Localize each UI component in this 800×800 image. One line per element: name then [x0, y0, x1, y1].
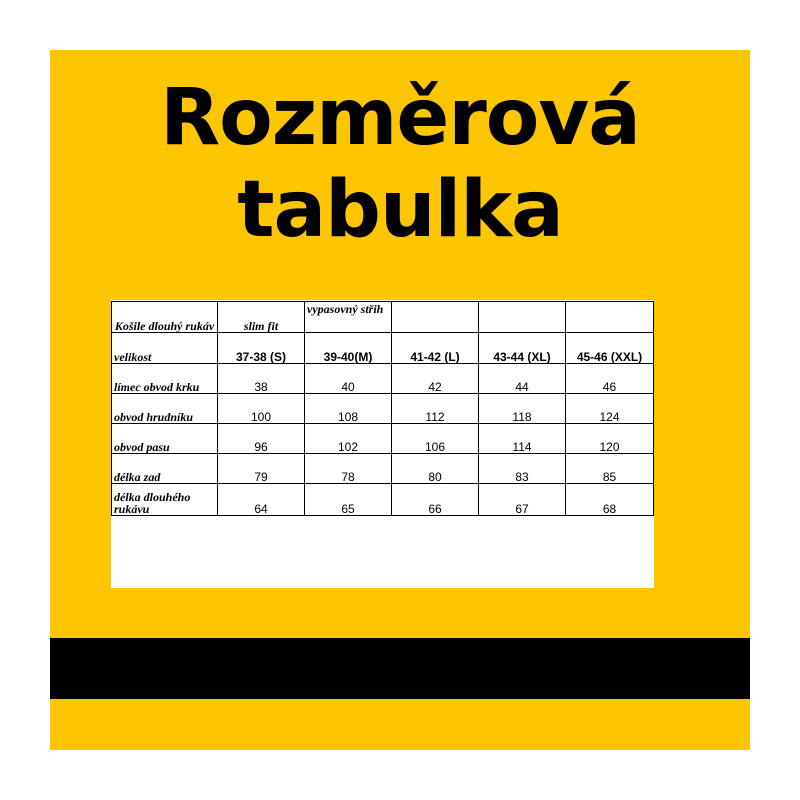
value-cell: 64: [218, 484, 305, 516]
value-cell: 66: [392, 484, 479, 516]
table-header-row: [112, 302, 654, 333]
row-label: límec obvod krku: [112, 364, 218, 394]
row-label: obvod pasu: [112, 424, 218, 454]
value-cell: 124: [566, 394, 654, 424]
value-cell: 67: [479, 484, 566, 516]
header-cell-empty: [392, 302, 479, 333]
table-row: [112, 394, 654, 424]
value-cell: 96: [218, 424, 305, 454]
size-cell: 37-38 (S): [218, 333, 305, 364]
value-cell: 114: [479, 424, 566, 454]
size-table: [111, 301, 654, 516]
row-label: délka zad: [112, 454, 218, 484]
black-band: [50, 638, 750, 699]
size-cell: 43-44 (XL): [479, 333, 566, 364]
value-cell: 68: [566, 484, 654, 516]
value-cell: 40: [305, 364, 392, 394]
value-cell: 120: [566, 424, 654, 454]
table-row-size: [112, 333, 654, 364]
value-cell: 112: [392, 394, 479, 424]
header-cell-empty: [479, 302, 566, 333]
title-line-2: tabulka: [237, 165, 563, 255]
size-cell: 39-40(M): [305, 333, 392, 364]
value-cell: 106: [392, 424, 479, 454]
value-cell: 42: [392, 364, 479, 394]
size-table-container: [111, 300, 654, 588]
value-cell: 108: [305, 394, 392, 424]
value-cell: 100: [218, 394, 305, 424]
value-cell: 80: [392, 454, 479, 484]
value-cell: 38: [218, 364, 305, 394]
table-row: [112, 484, 654, 516]
value-cell: 65: [305, 484, 392, 516]
value-cell: 102: [305, 424, 392, 454]
header-cell-empty: [566, 302, 654, 333]
header-cell-product: Košile dlouhý rukáv: [112, 302, 218, 333]
size-cell: 45-46 (XXL): [566, 333, 654, 364]
row-label: obvod hrudníku: [112, 394, 218, 424]
size-chart-panel: [50, 50, 750, 750]
value-cell: 79: [218, 454, 305, 484]
value-cell: 46: [566, 364, 654, 394]
value-cell: 78: [305, 454, 392, 484]
page-title: [50, 72, 750, 256]
row-label: velikost: [112, 333, 218, 364]
header-cell-fit-type: vypasovný střih: [305, 302, 392, 333]
value-cell: 44: [479, 364, 566, 394]
table-row: [112, 454, 654, 484]
table-row: [112, 364, 654, 394]
value-cell: 118: [479, 394, 566, 424]
row-label: délka dlouhého rukávu: [112, 484, 218, 516]
value-cell: 83: [479, 454, 566, 484]
size-cell: 41-42 (L): [392, 333, 479, 364]
value-cell: 85: [566, 454, 654, 484]
title-line-1: Rozměrová: [160, 73, 640, 163]
header-cell-slim-fit: slim fit: [218, 302, 305, 333]
table-row: [112, 424, 654, 454]
